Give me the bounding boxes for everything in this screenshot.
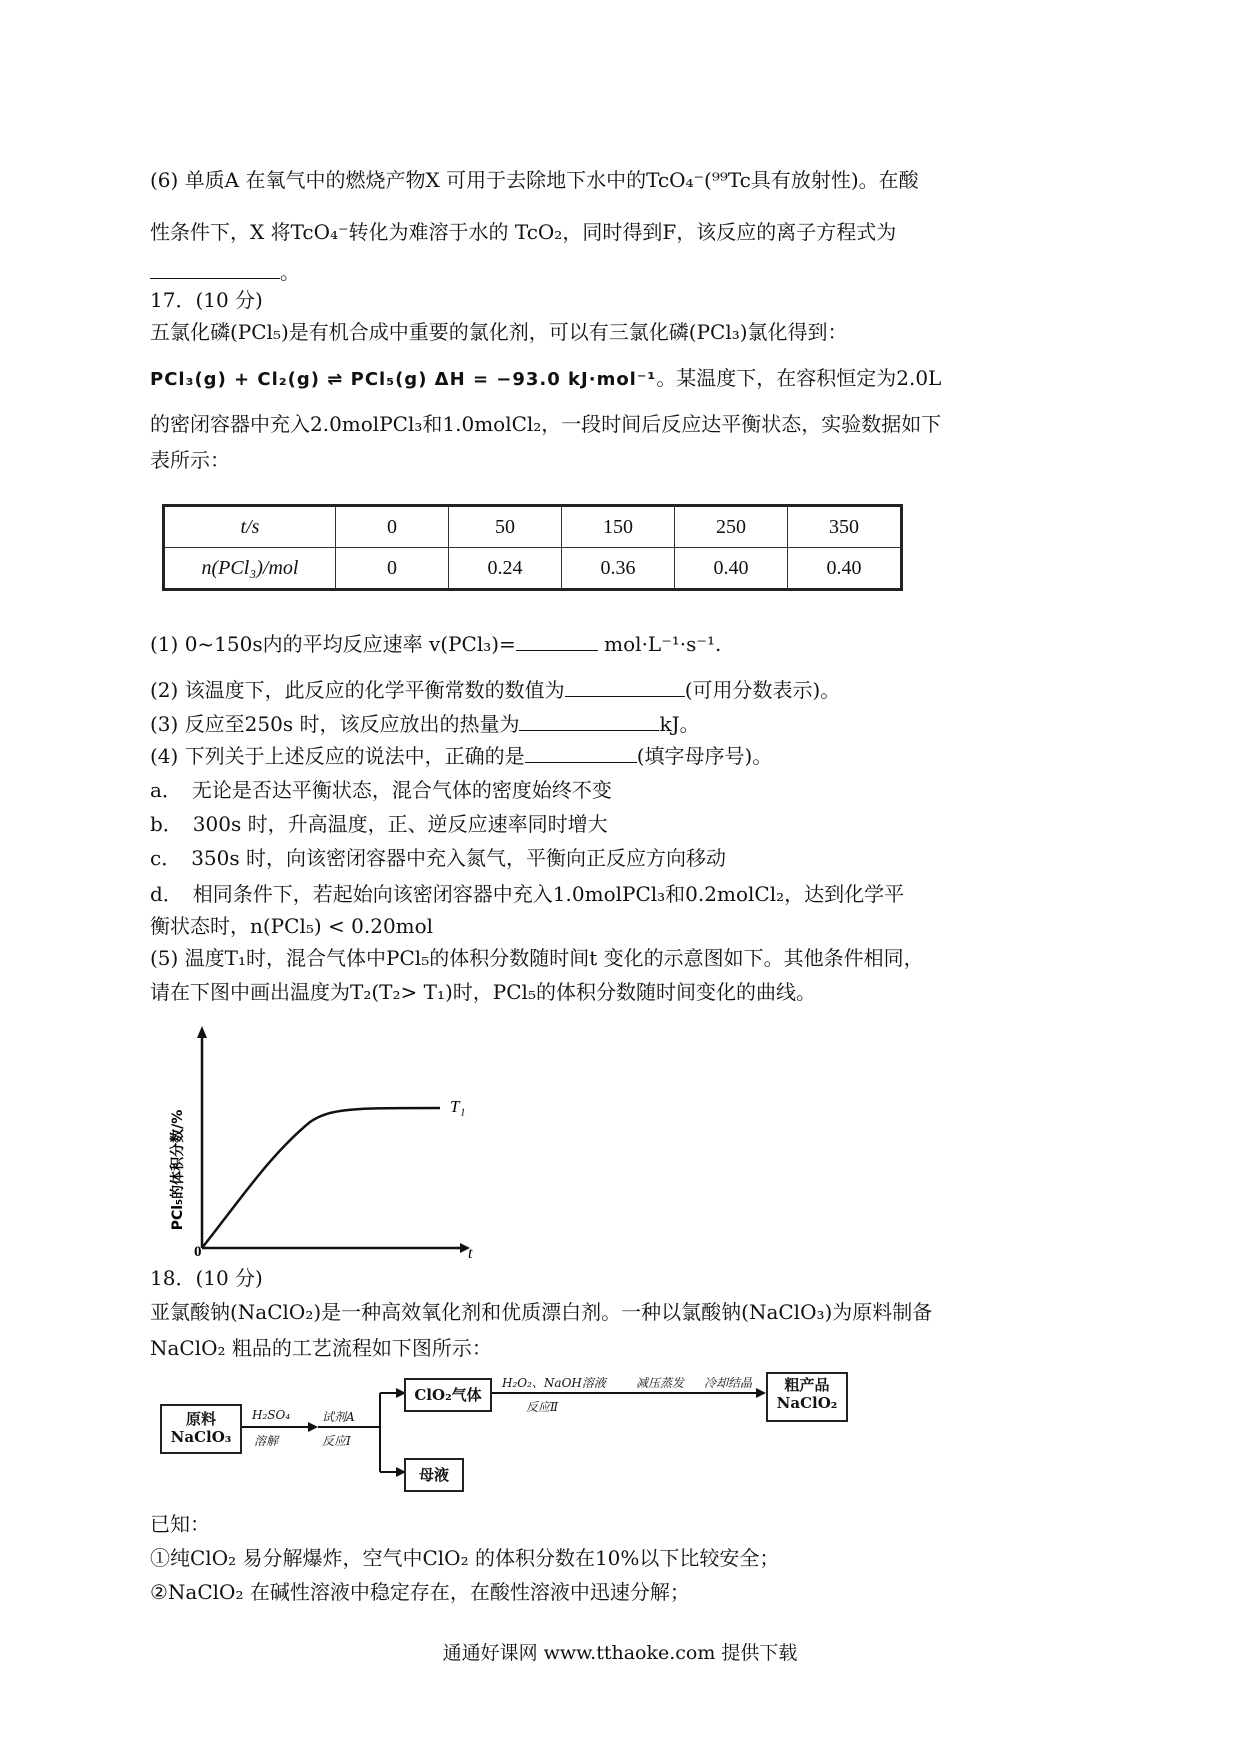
q17-line2: 的密闭容器中充入2.0molPCl₃和1.0molCl₂，一段时间后反应达平衡状态，实验数据如下 [150, 412, 942, 436]
raw-material-box: 原料 NaClO₃ [160, 1404, 242, 1454]
clo2-gas-box: ClO₂气体 [404, 1378, 492, 1412]
q17-1 [150, 630, 721, 658]
q17-equation-line [150, 364, 941, 394]
q17-4-tail: (填字母序号)。 [636, 744, 773, 768]
table-header-time: t/s [164, 506, 336, 548]
table-cell: 150 [562, 506, 675, 548]
answer-blank[interactable] [525, 742, 637, 763]
table-cell: 50 [449, 506, 562, 548]
y-axis-arrow [197, 1026, 207, 1038]
table-cell: 250 [675, 506, 788, 548]
table-row [164, 506, 902, 548]
step3-evaporation: 减压蒸发 [636, 1376, 685, 1390]
step4-crystallization: 冷却结晶 [704, 1376, 753, 1390]
step1-reagent: H₂SO₄ [252, 1408, 291, 1422]
known-item-1: ①纯ClO₂ 易分解爆炸，空气中ClO₂ 的体积分数在10%以下比较安全； [150, 1546, 780, 1570]
q16-6-answer-line: 。 [150, 258, 300, 286]
volume-fraction-graph [160, 1020, 490, 1260]
option-a: a． 无论是否达平衡状态，混合气体的密度始终不变 [150, 778, 612, 802]
q17-2-tail: (可用分数表示)。 [684, 678, 841, 702]
table-row [164, 548, 902, 590]
table-cell: 0.24 [449, 548, 562, 590]
q17-4-text: (4) 下列关于上述反应的说法中，正确的是 [150, 744, 525, 768]
table-cell: 0 [336, 548, 449, 590]
answer-blank[interactable] [565, 676, 685, 697]
answer-blank[interactable] [150, 258, 280, 279]
y-axis-label: PCl₅的体积分数/% [170, 1109, 186, 1231]
q17-2-text: (2) 该温度下，此反应的化学平衡常数的数值为 [150, 678, 565, 702]
step2-reagent: H₂O₂、NaOH溶液 [502, 1376, 606, 1390]
known-heading: 已知： [150, 1512, 210, 1536]
q17-2 [150, 676, 840, 704]
chemical-equation: PCl₃(g) + Cl₂(g) ⇌ PCl₅(g) ΔH = −93.0 kJ·mol⁻¹ [150, 369, 657, 390]
option-c: c． 350s 时，向该密闭容器中充入氮气，平衡向正反应方向移动 [150, 846, 726, 870]
curve-t1 [202, 1108, 440, 1248]
q18-intro2: NaClO₂ 粗品的工艺流程如下图所示： [150, 1336, 492, 1360]
mother-liquor-box: 母液 [404, 1458, 464, 1492]
q17-3-tail: kJ。 [659, 712, 700, 736]
q17-1-unit: mol·L⁻¹·s⁻¹. [604, 632, 722, 656]
q18-intro1: 亚氯酸钠(NaClO₂)是一种高效氧化剂和优质漂白剂。一种以氯酸钠(NaClO₃)为原料制备 [150, 1300, 933, 1324]
q17-3 [150, 710, 700, 738]
option-b: b． 300s 时，升高温度，正、逆反应速率同时增大 [150, 812, 608, 836]
reaction-2: 反应Ⅱ [526, 1400, 559, 1414]
origin-label: 0 [194, 1244, 202, 1260]
equation-tail: 。某温度下，在容积恒定为2.0L [656, 366, 942, 390]
answer-blank[interactable] [516, 630, 598, 651]
q17-4 [150, 742, 772, 770]
page-footer: 通通好课网 www.tthaoke.com 提供下载 [442, 1642, 798, 1664]
option-d-line2: 衡状态时，n(PCl₅) < 0.20mol [150, 914, 434, 938]
x-axis-label: t [468, 1245, 473, 1260]
step1-operation: 溶解 [254, 1434, 279, 1448]
table-cell: 0.40 [788, 548, 902, 590]
data-table [162, 504, 903, 591]
q18-heading: 18．(10 分) [150, 1266, 263, 1290]
reaction-1: 反应Ⅰ [322, 1434, 351, 1448]
table-header-amount: n(PCl₃)/mol [164, 548, 336, 590]
q17-line3: 表所示： [150, 448, 230, 472]
q17-heading: 17．(10 分) [150, 288, 263, 312]
q17-intro: 五氯化磷(PCl₅)是有机合成中重要的氯化剂，可以有三氯化磷(PCl₃)氯化得到： [150, 320, 848, 344]
q16-6-line2: 性条件下，X 将TcO₄⁻转化为难溶于水的 TcO₂，同时得到F，该反应的离子方程式为 [150, 220, 897, 244]
table-cell: 0 [336, 506, 449, 548]
q17-5-line1: (5) 温度T₁时，混合气体中PCl₅的体积分数随时间t 变化的示意图如下。其他条件相同， [150, 946, 924, 970]
reagent-a: 试剂A [322, 1410, 355, 1424]
q16-6-line1: (6) 单质A 在氧气中的燃烧产物X 可用于去除地下水中的TcO₄⁻(⁹⁹Tc具有放射性)。在酸 [150, 168, 919, 192]
q17-3-text: (3) 反应至250s 时，该反应放出的热量为 [150, 712, 520, 736]
option-d-line1: d． 相同条件下，若起始向该密闭容器中充入1.0molPCl₃和0.2molCl₂，达到化学平 [150, 882, 905, 906]
answer-blank[interactable] [519, 710, 659, 731]
known-item-2: ②NaClO₂ 在碱性溶液中稳定存在，在酸性溶液中迅速分解； [150, 1580, 690, 1604]
table-cell: 0.36 [562, 548, 675, 590]
arrow-head [756, 1388, 766, 1398]
table-cell: 350 [788, 506, 902, 548]
table-cell: 0.40 [675, 548, 788, 590]
q17-1-text: (1) 0~150s内的平均反应速率 v(PCl₃)= [150, 632, 516, 656]
arrow-head [308, 1422, 318, 1432]
crude-product-box: 粗产品 NaClO₂ [766, 1372, 848, 1422]
curve-label: T₁ [450, 1097, 466, 1116]
q17-5-line2: 请在下图中画出温度为T₂(T₂> T₁)时，PCl₅的体积分数随时间变化的曲线。 [150, 980, 816, 1004]
